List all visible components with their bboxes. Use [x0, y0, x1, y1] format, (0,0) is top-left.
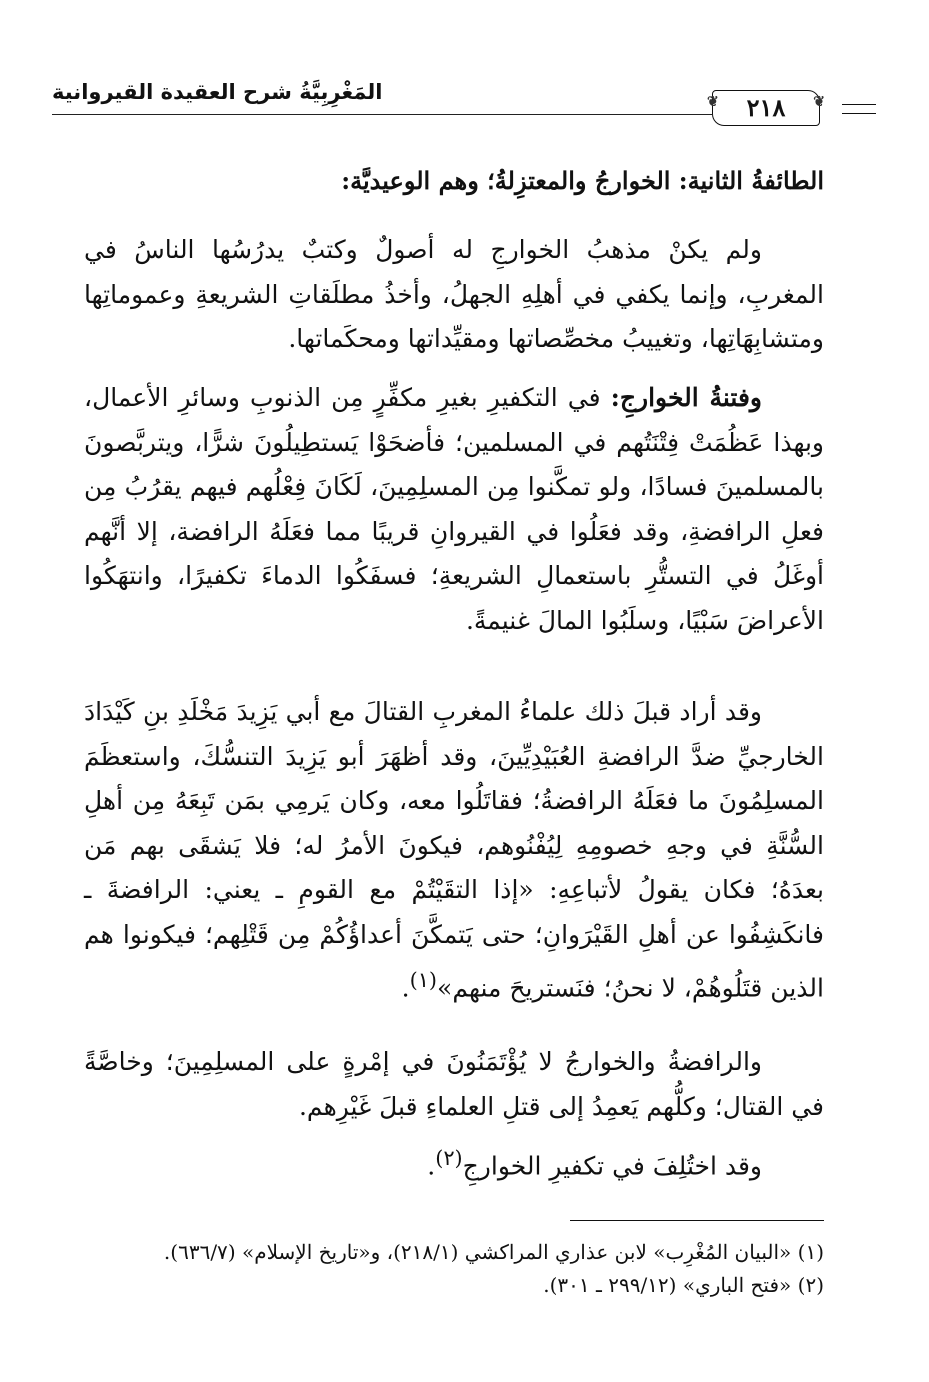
header-rule: [52, 114, 712, 115]
footnote-number: (٢): [797, 1273, 824, 1297]
paragraph-2: [84, 376, 824, 644]
book-title: المَغْرِبِيَّةُ شرح العقيدة القيروانية: [52, 80, 383, 104]
paragraph-5: وقد اختُلِفَ في تكفيرِ الخوارجِ$^{(٢)}$.: [427, 1146, 762, 1181]
footnote-ref[interactable]: (١): [409, 967, 438, 992]
section-heading: الطائفةُ الثانية: الخوارجُ والمعتزِلةُ؛ وهم الوعيديَّة:: [341, 166, 824, 195]
paragraph-text: وقد اختُلِفَ في تكفيرِ الخوارجِ: [462, 1151, 762, 1181]
paragraph-text: ولم يكنْ مذهبُ الخوارجِ له أصولٌ وكتبٌ يدرُسُها الناسُ في المغربِ، وإنما يكفي في أهلِهِ الجهلُ، وأخذُ مطلَقاتِ الشريعةِ وعموماتِها ومتشابِهَاتِها، وتغييبُ مخصِّصاتها ومقيِّداتها ومحكَماتها.: [84, 235, 824, 354]
page-number-box: [707, 90, 825, 126]
footnote-item: [84, 1236, 824, 1269]
footnotes: [84, 1236, 824, 1302]
footnote-separator: [570, 1220, 824, 1221]
header-double-rule: [842, 104, 876, 114]
paragraph-4: [84, 1040, 824, 1129]
footnote-text: «فتح الباري» (٢٩٩/١٢ ـ ٣٠١).: [543, 1273, 792, 1297]
footnote-number: (١): [797, 1240, 824, 1264]
ornament-icon: ❦: [813, 94, 825, 110]
paragraph-text: وقد أراد قبلَ ذلك علماءُ المغربِ القتالَ مع أبي يَزِيدَ مَخْلَدِ بنِ كَيْدَادَ الخارجيِّ ضدَّ الرافضةِ العُبَيْدِيِّينَ، وقد أظهَرَ أبو يَزِيدَ التنسُّكَ، واستعظَمَ المسلِمُونَ ما فعَلَهُ الرافضةُ؛ فقاتَلُوا معه، وكان يَرمِي بمَن تَبِعَهُ مِن أهلِ السُّنَّةِ في وجهِ خصومِهِ لِيُفْنُوهم، فيكونَ الأمرُ له؛ فلا يَشقَى بهم مَن بعدَهُ؛ فكان يقولُ لأتباعِهِ: «إذا التقَيْتُمْ مع القومِ ـ يعني: الرافضةَ ـ فانكَشِفُوا عن أهلِ القَيْرَوانِ؛ حتى يَتمكَّنَ أعداؤُكُمْ مِن قَتْلِهم؛ فيكونوا هم الذين قتَلُوهُمْ، لا نحنُ؛ فنَستريحَ منهم»: [84, 697, 824, 1002]
footnote-text: «البيان المُغْرِب» لابن عذاري المراكشي (٢١٨/١)، و«تاريخ الإسلام» (٦٣٦/٧).: [163, 1240, 792, 1264]
paragraph-1: [84, 228, 824, 362]
paragraph-text: في التكفيرِ بغيرِ مكفِّرٍ مِن الذنوبِ وسائرِ الأعمال، وبهذا عَظُمَتْ فِتْنَتُهم في المسلمين؛ فأضحَوْا يَستطِيلُونَ شرًّا، ويتربَّصونَ بالمسلمينَ فسادًا، ولو تمكَّنوا مِن المسلِمِينَ، لَكَانَ فِعْلُهم فيهم يقرُبُ مِن فعلِ الرافضةِ، وقد فعَلُوا في القيروانِ قريبًا مما فعَلَهُ الرافضة، إلا أنَّهم أوغَلُ في التستُّرِ باستعمالِ الشريعةِ؛ فسفَكُوا الدماءَ تكفيرًا، وانتهَكُوا الأعراضَ سَبْيًا، وسلَبُوا المالَ غنيمةً.: [84, 383, 824, 635]
footnote-item: [84, 1269, 824, 1302]
footnote-ref[interactable]: (٢): [435, 1146, 463, 1170]
page-header: [52, 76, 824, 120]
ornament-icon: ❦: [707, 94, 719, 110]
paragraph-3: وقد أراد قبلَ ذلك علماءُ المغربِ القتالَ مع أبي يَزِيدَ مَخْلَدِ بنِ كَيْدَادَ الخارجيِّ ضدَّ الرافضةِ العُبَيْدِيِّينَ، وقد أظهَرَ أبو يَزِيدَ التنسُّكَ، واستعظَمَ المسلِمُونَ ما فعَلَهُ الرافضةُ؛ فقاتَلُوا معه، وكان يَرمِي بمَن تَبِعَهُ مِن أهلِ السُّنَّةِ في وجهِ خصومِهِ لِيُفْنُوهم، فيكونَ الأمرُ له؛ فلا يَشقَى بهم مَن بعدَهُ؛ فكان يقولُ لأتباعِهِ: «إذا التقَيْتُمْ مع القومِ ـ يعني: الرافضةَ ـ فانكَشِفُوا عن أهلِ القَيْرَوانِ؛ حتى يَتمكَّنَ أعداؤُكُمْ مِن قَتْلِهم؛ فيكونوا هم الذين قتَلُوهُمْ، لا نحنُ؛ فنَستريحَ منهم»$^{(١)}$.: [84, 697, 824, 1002]
paragraph-lead: وفتنةُ الخوارجِ:: [610, 383, 762, 412]
paragraph-text: والرافضةُ والخوارجُ لا يُؤْتَمَنُونَ في إمْرةٍ على المسلِمِينَ؛ وخاصَّةً في القتال؛ وكلُّهم يَعمِدُ إلى قتلِ العلماءِ قبلَ غَيْرِهم.: [84, 1047, 824, 1121]
page-number: ٢١٨: [746, 93, 786, 122]
